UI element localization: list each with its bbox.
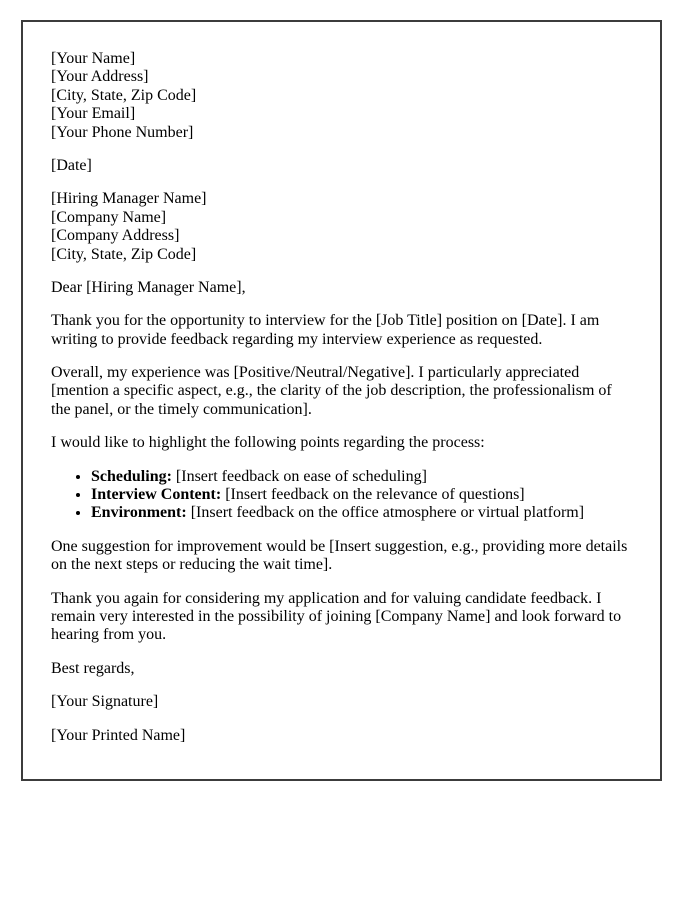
bullet-label-scheduling: Scheduling: — [91, 467, 172, 485]
sender-address-line: [Your Address] — [51, 68, 149, 86]
bullet-text-interview-content: [Insert feedback on the relevance of questions] — [221, 486, 525, 504]
paragraph-thanks: Thank you again for considering my application and for valuing candidate feedback. I remain very interested in the possibility of joining [Company Name] and look forward to hearing from you. — [51, 589, 622, 644]
recipient-company-line: [Company Name] — [51, 208, 167, 226]
recipient-block — [51, 190, 634, 264]
sender-city-state-zip-line: [City, State, Zip Code] — [51, 86, 197, 104]
sender-phone-line: [Your Phone Number] — [51, 123, 194, 141]
recipient-manager-line: [Hiring Manager Name] — [51, 190, 207, 208]
signature-placeholder: [Your Signature] — [51, 693, 159, 711]
salutation: Dear [Hiring Manager Name], — [51, 278, 246, 296]
closing: Best regards, — [51, 659, 135, 677]
list-item-environment — [91, 504, 634, 522]
sender-name-line: [Your Name] — [51, 50, 136, 67]
printed-name-placeholder: [Your Printed Name] — [51, 726, 186, 744]
list-item-scheduling — [91, 468, 634, 486]
date-line: [Date] — [51, 156, 92, 174]
feedback-list — [51, 468, 634, 523]
paragraph-highlight-lead: I would like to highlight the following points regarding the process: — [51, 434, 485, 452]
letter-document — [21, 20, 662, 781]
paragraph-suggestion: One suggestion for improvement would be [Insert suggestion, e.g., providing more details on the next steps or reducing the wait time]. — [51, 537, 628, 574]
bullet-text-scheduling: [Insert feedback on ease of scheduling] — [171, 467, 427, 485]
sender-email-line: [Your Email] — [51, 105, 136, 123]
paragraph-overall: Overall, my experience was [Positive/Neutral/Negative]. I particularly appreciated [mention a specific aspect, e.g., the clarity of the job description, the professionalism of the panel, or the timely communication]. — [51, 364, 612, 418]
bullet-label-interview-content: Interview Content: — [91, 486, 222, 504]
paragraph-intro: Thank you for the opportunity to interview for the [Job Title] position on [Date]. I am writing to provide feedback regarding my interview experience as requested. — [51, 312, 600, 348]
list-item-interview-content — [91, 486, 634, 504]
recipient-company-address-line: [Company Address] — [51, 227, 180, 245]
recipient-city-state-zip-line: [City, State, Zip Code] — [51, 245, 197, 263]
bullet-text-environment: [Insert feedback on the office atmosphere or virtual platform] — [186, 504, 585, 522]
bullet-label-environment: Environment: — [91, 504, 187, 522]
sender-block — [51, 50, 634, 142]
